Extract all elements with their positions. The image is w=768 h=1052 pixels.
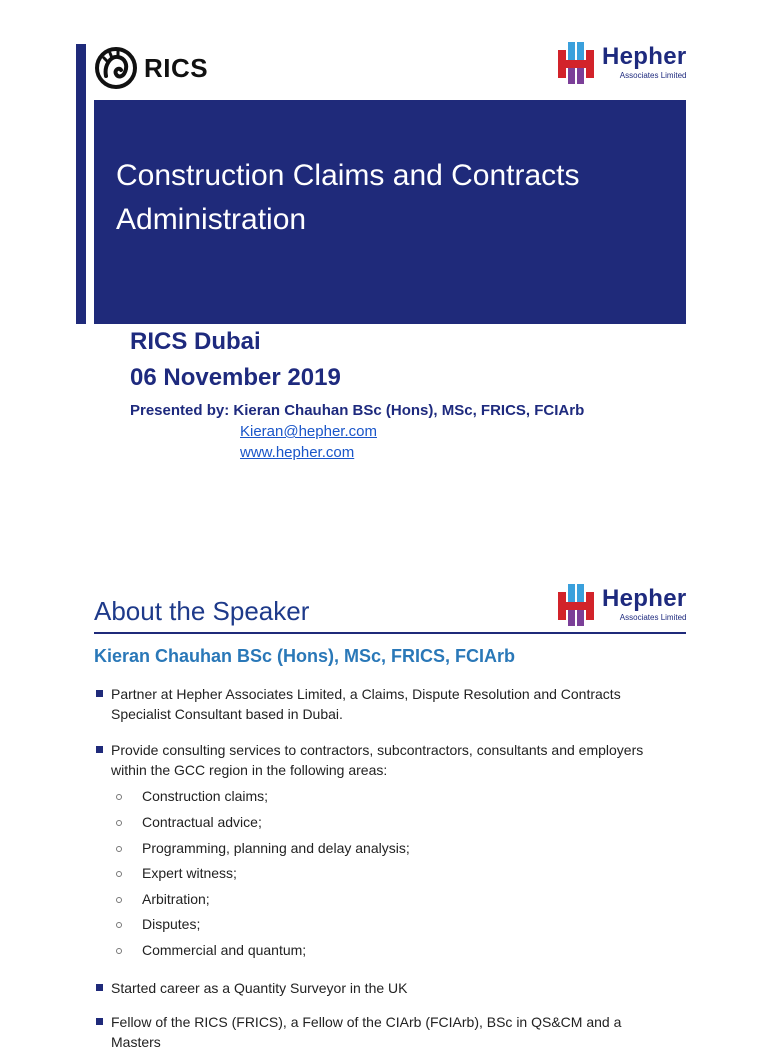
rics-logo — [94, 46, 208, 90]
square-bullet-icon — [96, 746, 103, 753]
email-link[interactable]: Kieran@hepher.com — [240, 423, 377, 440]
hepher-subtitle: Associates Limited — [619, 612, 687, 622]
sub-list-item: Construction claims; — [116, 786, 268, 806]
hepher-logo — [556, 38, 687, 86]
hepher-subtitle: Associates Limited — [619, 70, 687, 80]
rics-wordmark: RICS — [144, 52, 209, 83]
list-item: Started career as a Quantity Surveyor in the UK — [94, 978, 664, 998]
circle-bullet-icon — [116, 846, 122, 852]
sub-list-item: Commercial and quantum; — [116, 940, 306, 960]
event-date: 06 November 2019 — [130, 364, 341, 391]
website-link[interactable]: www.hepher.com — [240, 444, 355, 461]
sub-list-item: Disputes; — [116, 914, 200, 934]
about-speaker-slide — [0, 572, 768, 1050]
event-location: RICS Dubai — [130, 328, 261, 355]
sub-list-item: Programming, planning and delay analysis; — [116, 838, 410, 858]
speaker-name: Kieran Chauhan BSc (Hons), MSc, FRICS, FCIArb — [94, 646, 516, 666]
hepher-logo — [556, 580, 687, 628]
hepher-name: Hepher — [602, 584, 687, 612]
rics-lion-icon — [94, 46, 138, 90]
circle-bullet-icon — [116, 922, 122, 928]
list-item: Partner at Hepher Associates Limited, a Claims, Dispute Resolution and Contracts Specialist Consultant based in Dubai. — [94, 684, 664, 724]
section-divider — [94, 632, 686, 634]
section-heading: About the Speaker — [94, 596, 310, 626]
hepher-logo-icon — [556, 580, 596, 628]
list-item: Provide consulting services to contractors, subcontractors, consultants and employers within the GCC region in the following areas: — [94, 740, 664, 780]
presenter-line: Presented by: Kieran Chauhan BSc (Hons), MSc, FRICS, FCIArb — [130, 402, 585, 419]
circle-bullet-icon — [116, 897, 122, 903]
hepher-logo-icon — [556, 38, 596, 86]
sub-list-item: Arbitration; — [116, 889, 210, 909]
sub-list-item: Expert witness; — [116, 863, 237, 883]
circle-bullet-icon — [116, 794, 122, 800]
circle-bullet-icon — [116, 948, 122, 954]
circle-bullet-icon — [116, 820, 122, 826]
list-item: Fellow of the RICS (FRICS), a Fellow of the CIArb (FCIArb), BSc in QS&CM and a Masters — [94, 1012, 664, 1052]
hepher-name: Hepher — [602, 42, 687, 70]
square-bullet-icon — [96, 690, 103, 697]
accent-bar — [76, 44, 86, 324]
presentation-title: Construction Claims and Contracts Administration — [116, 159, 580, 236]
sub-list-item: Contractual advice; — [116, 812, 262, 832]
title-box — [94, 100, 686, 324]
square-bullet-icon — [96, 984, 103, 991]
circle-bullet-icon — [116, 871, 122, 877]
